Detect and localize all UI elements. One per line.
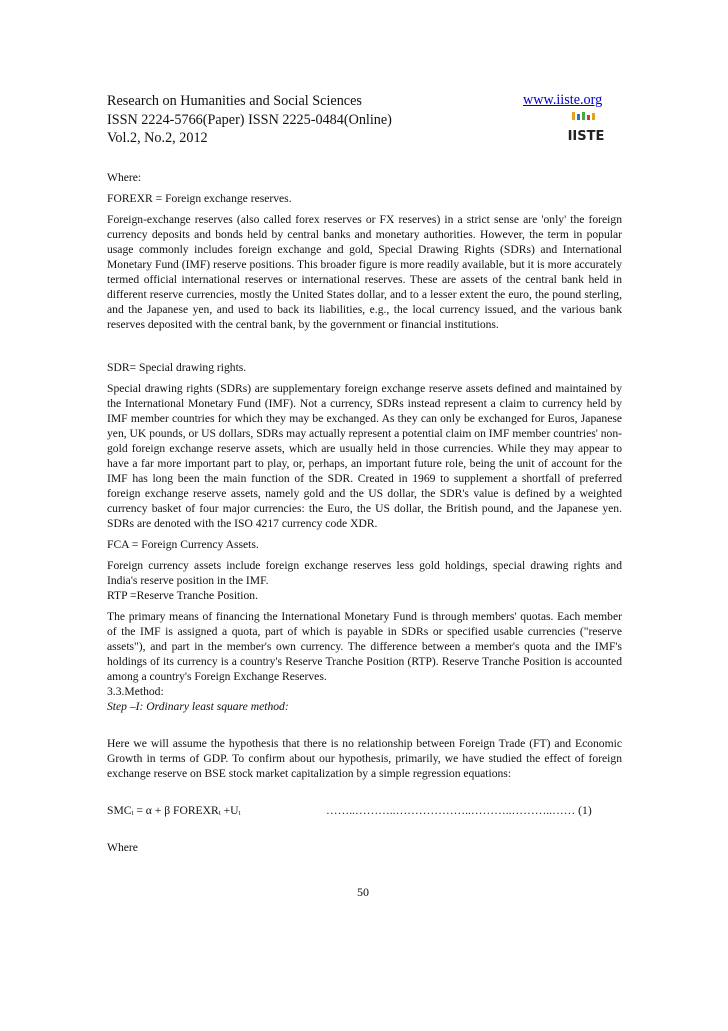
sdr-paragraph: Special drawing rights (SDRs) are supplementary foreign exchange reserve assets defined and maintained by the International Monetary Fund (IMF). Not a currency, SDRs instead represent a claim to currency held by IMF member countries for which they may be exchanged. As they can only be exchanged for Euros, Japanese yen, UK pounds, or US dollars, SDRs may actually represent a potential claim on IMF member countries' non-gold foreign exchange reserve assets, which are usually held in those currencies. While they may appear to have a far more important part to play, or, perhaps, an important future role, being the unit of account for the IMF has long been the main function of the SDR. Created in 1969 to supplement a shortfall of preferred foreign exchange reserve assets, namely gold and the US dollar, the SDR's value is defined by a weighted currency basket of four major currencies: the Euro, the US dollar, the British pound, and the Japanese yen. SDRs are denoted with the ISO 4217 currency code XDR. bbox=[107, 382, 622, 530]
method-heading: 3.3.Method: bbox=[107, 685, 164, 698]
fca-definition: FCA = Foreign Currency Assets. bbox=[107, 538, 259, 551]
journal-header bbox=[107, 92, 392, 148]
journal-issn: ISSN 2224-5766(Paper) ISSN 2225-0484(Online) bbox=[107, 111, 392, 128]
journal-url-link[interactable]: www.iiste.org bbox=[523, 92, 603, 108]
rtp-paragraph: The primary means of financing the International Monetary Fund is through members' quotas. Each member of the IMF is assigned a quota, part of which is payable in SDRs or specified usable currencies ("reserve assets"), and part in the member's own currency. The difference between a member's quota and the IMF's holdings of its currency is a country's Reserve Tranche Position (RTP). Reserve Tranche Position is accounted among a country's Foreign Exchange Reserves. bbox=[107, 610, 622, 683]
equation-number: ……..………..………………..………..………..…… (1) bbox=[326, 804, 592, 817]
article-body bbox=[107, 170, 622, 855]
journal-volume: Vol.2, No.2, 2012 bbox=[107, 130, 208, 146]
logo-text: IISTE bbox=[567, 129, 605, 144]
regression-equation bbox=[107, 803, 622, 818]
hypothesis-paragraph: Here we will assume the hypothesis that there is no relationship between Foreign Trade (FT) and Economic Growth in terms of GDP. To confirm about our hypothesis, primarily, we have studied the effect of foreign exchange reserve on BSE stock market capitalization by a simple regression equations: bbox=[107, 737, 622, 780]
journal-title: Research on Humanities and Social Sciences bbox=[107, 93, 362, 109]
equation-expression: $SMC_t = \alpha + \beta$ $FOREXR_t +U_t$ bbox=[107, 804, 241, 817]
iiste-logo bbox=[566, 112, 606, 146]
page-number: 50 bbox=[357, 885, 369, 899]
forexr-definition: FOREXR = Foreign exchange reserves. bbox=[107, 192, 292, 205]
rtp-definition: RTP =Reserve Tranche Position. bbox=[107, 589, 258, 602]
fca-paragraph: Foreign currency assets include foreign exchange reserves less gold holdings, special drawing rights and India's reserve position in the IMF. bbox=[107, 559, 622, 587]
step-heading: Step –I: Ordinary least square method: bbox=[107, 700, 289, 713]
where-label: Where: bbox=[107, 171, 142, 184]
where-label-2: Where bbox=[107, 841, 138, 854]
sdr-definition: SDR= Special drawing rights. bbox=[107, 361, 247, 374]
forexr-paragraph: Foreign-exchange reserves (also called forex reserves or FX reserves) in a strict sense are 'only' the foreign currency deposits and bonds held by central banks and monetary authorities. However, the term in popular usage commonly includes foreign exchange and gold, Special Drawing Rights (SDRs) and International Monetary Fund (IMF) reserve positions. This broader figure is more readily available, but it is more accurately termed official international reserves or international reserves. These are assets of the central bank held in different reserve currencies, mostly the United States dollar, and to a lesser extent the euro, the pound sterling, and the Japanese yen, and used to back its liabilities, e.g., the local currency issued, and the various bank reserves deposited with the central bank, by the government or financial institutions. bbox=[107, 213, 622, 331]
